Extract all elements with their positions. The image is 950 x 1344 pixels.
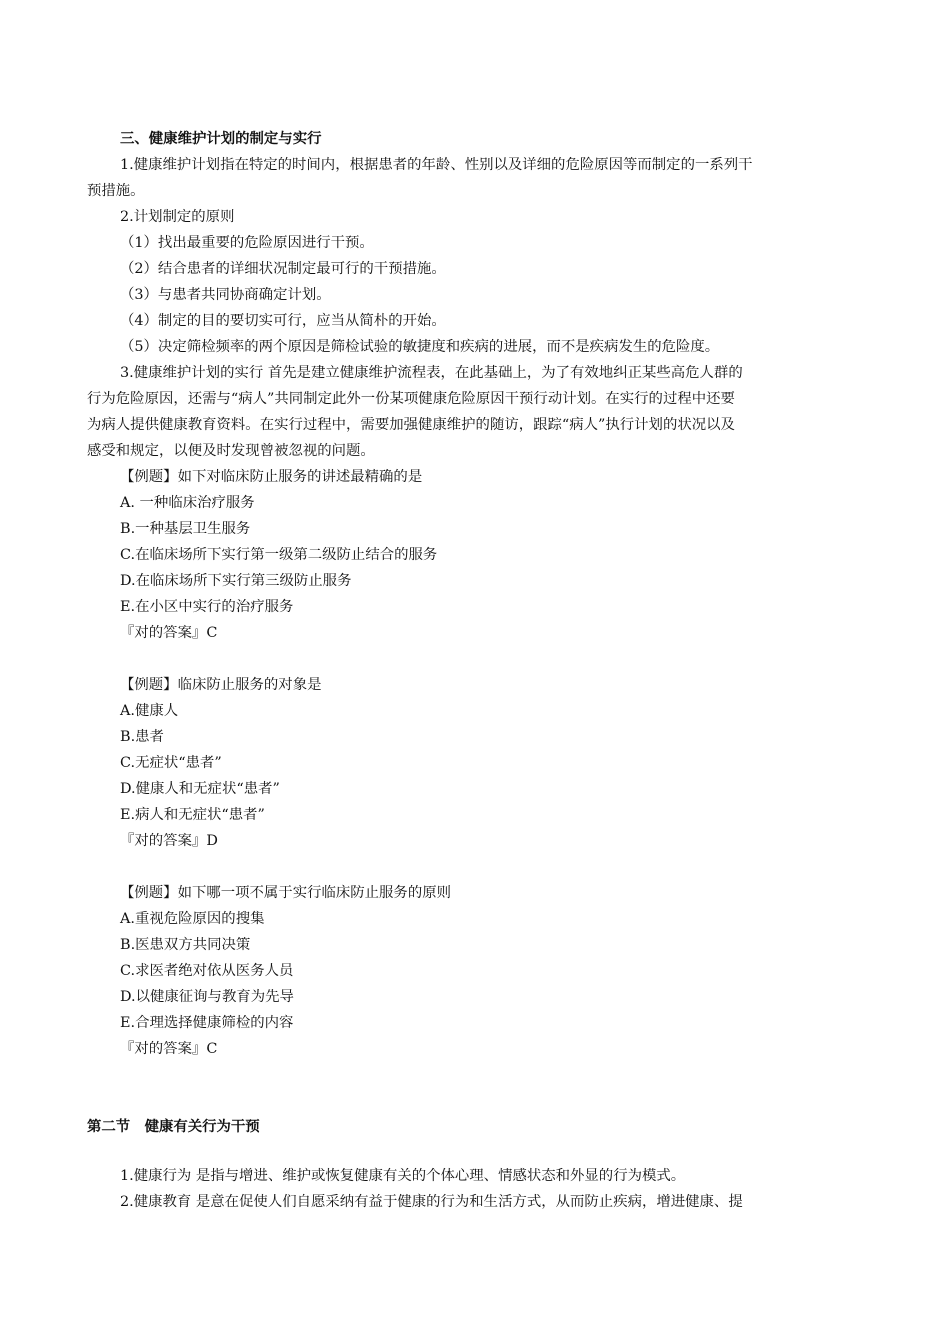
example-option: C.在临床场所下实行第一级第二级防止结合的服务 <box>120 547 438 563</box>
example-option: A.健康人 <box>120 703 179 719</box>
paragraph-line: 为病人提供健康教育资料。在实行过程中，需要加强健康维护的随访，跟踪“病人”执行计划的状况以及 <box>87 417 735 433</box>
example-option: A. 一种临床治疗服务 <box>120 495 255 511</box>
paragraph-line: 预措施。 <box>87 183 145 199</box>
example-option: E.合理选择健康筛检的内容 <box>120 1015 294 1031</box>
subheading: 2.计划制定的原则 <box>120 209 235 225</box>
principle-item: （5）决定筛检频率的两个原因是筛检试验的敏捷度和疾病的进展，而不是疾病发生的危险度。 <box>120 339 720 355</box>
example-answer: 『对的答案』C <box>120 1041 218 1057</box>
example-question: 【例题】如下对临床防止服务的讲述最精确的是 <box>120 469 423 485</box>
example-option: E.病人和无症状“患者” <box>120 807 265 823</box>
paragraph-line: 1.健康行为 是指与增进、维护或恢复健康有关的个体心理、情感状态和外显的行为模式。 <box>120 1168 686 1184</box>
example-option: D.健康人和无症状“患者” <box>120 781 280 797</box>
paragraph-line: 感受和规定，以便及时发现曾被忽视的问题。 <box>87 443 375 459</box>
example-option: D.在临床场所下实行第三级防止服务 <box>120 573 352 589</box>
example-option: C.求医者绝对依从医务人员 <box>120 963 294 979</box>
example-option: C.无症状“患者” <box>120 755 222 771</box>
example-option: B.一种基层卫生服务 <box>120 521 251 537</box>
principle-item: （1）找出最重要的危险原因进行干预。 <box>120 235 374 251</box>
section-heading: 三、健康维护计划的制定与实行 <box>120 131 322 147</box>
example-question: 【例题】如下哪一项不属于实行临床防止服务的原则 <box>120 885 451 901</box>
example-option: B.患者 <box>120 729 164 745</box>
principle-item: （3）与患者共同协商确定计划。 <box>120 287 331 303</box>
example-option: D.以健康征询与教育为先导 <box>120 989 294 1005</box>
paragraph-line: 行为危险原因，还需与“病人”共同制定此外一份某项健康危险原因干预行动计划。在实行的过程中还要 <box>87 391 735 407</box>
example-option: E.在小区中实行的治疗服务 <box>120 599 294 615</box>
example-answer: 『对的答案』D <box>120 833 218 849</box>
example-answer: 『对的答案』C <box>120 625 218 641</box>
paragraph-line: 1.健康维护计划指在特定的时间内，根据患者的年龄、性别以及详细的危险原因等而制定的一系列干 <box>120 157 753 173</box>
principle-item: （2）结合患者的详细状况制定最可行的干预措施。 <box>120 261 446 277</box>
section-heading: 第二节 健康有关行为干预 <box>87 1119 260 1135</box>
paragraph-line: 2.健康教育 是意在促使人们自愿采纳有益于健康的行为和生活方式，从而防止疾病，增进健康、提 <box>120 1194 743 1210</box>
example-question: 【例题】临床防止服务的对象是 <box>120 677 322 693</box>
example-option: B.医患双方共同决策 <box>120 937 251 953</box>
paragraph-line: 3.健康维护计划的实行 首先是建立健康维护流程表，在此基础上，为了有效地纠正某些高危人群的 <box>120 365 743 381</box>
example-option: A.重视危险原因的搜集 <box>120 911 265 927</box>
principle-item: （4）制定的目的要切实可行，应当从简朴的开始。 <box>120 313 446 329</box>
